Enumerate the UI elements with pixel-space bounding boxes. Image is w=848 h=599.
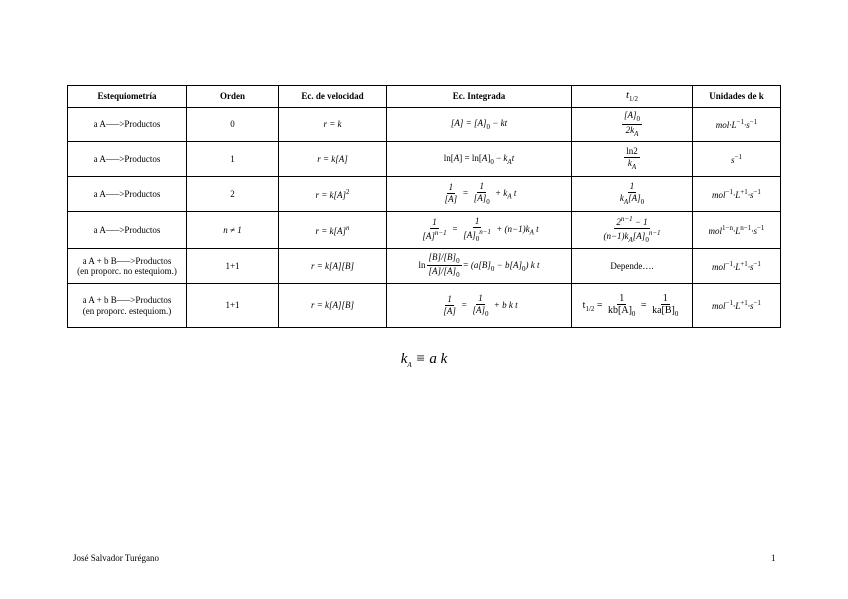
order-cell: n ≠ 1 xyxy=(187,212,279,249)
integrated-equation-cell: ln $\frac{[B]/[B]_0}{[A]/[A]_0}$ = $(a[B]_0 - b[A]_0)$ k t xyxy=(387,249,572,284)
table-row xyxy=(68,108,781,142)
stoichiometry-line: a A + b B—–>Productos xyxy=(82,255,172,266)
rate-equation-cell: $r = k[A]^2$ xyxy=(279,177,387,212)
table-row xyxy=(68,177,781,212)
kinetics-table xyxy=(67,85,781,328)
half-life-cell: $\frac{1}{k_A[A]_0}$ xyxy=(572,177,693,212)
units-cell: $mol^{-1}\cdot L^{+1}\cdot s^{-1}$ xyxy=(693,284,781,328)
table-row xyxy=(68,249,781,284)
rate-constant-relation: $k_A \equiv a$ k xyxy=(400,351,448,369)
integrated-equation-cell: $[A] = [A]_0$ − kt xyxy=(387,108,572,142)
half-life-cell: Depende…. xyxy=(572,249,693,284)
units-cell: $mol^{-1}\cdot L^{+1}\cdot s^{-1}$ xyxy=(693,177,781,212)
order-cell: 0 xyxy=(187,108,279,142)
half-life-cell: $\frac{\ln 2}{k_A}$ xyxy=(572,142,693,177)
header-rate-equation: Ec. de velocidad xyxy=(279,86,387,108)
rate-equation-cell: r = k[A][B] xyxy=(279,249,387,284)
header-integrated-equation: Ec. Integrada xyxy=(387,86,572,108)
order-cell: 1 xyxy=(187,142,279,177)
integrated-equation-cell: $\frac{1}{[A]}$ = $\frac{1}{[A]_0}$ + $k_A$ t xyxy=(387,177,572,212)
rate-equation-cell: r = k xyxy=(279,108,387,142)
units-cell: $mol^{-1}\cdot L^{+1}\cdot s^{-1}$ xyxy=(693,249,781,284)
half-life-cell: $\frac{[A]_0}{2k_A}$ xyxy=(572,108,693,142)
units-cell: $mol^{1-n}\cdot L^{n-1}\cdot s^{-1}$ xyxy=(693,212,781,249)
stoichiometry-cell xyxy=(68,284,187,328)
table-row xyxy=(68,212,781,249)
stoichiometry-note: (en proporc. no estequiom.) xyxy=(77,266,177,276)
stoichiometry-line: a A + b B—–>Productos xyxy=(82,295,172,306)
stoichiometry-cell xyxy=(68,249,187,284)
footer-author: José Salvador Turégano xyxy=(73,553,159,563)
header-order: Orden xyxy=(187,86,279,108)
table-row xyxy=(68,284,781,328)
stoichiometry-cell: a A—–>Productos xyxy=(68,108,187,142)
page-number: 1 xyxy=(771,553,776,563)
stoichiometry-note: (en proporc. estequiom.) xyxy=(82,305,172,316)
half-life-cell: $\frac{2^{n-1} - 1}{(n-1)k_A[A]_0^{n-1}}$ xyxy=(572,212,693,249)
rate-equation-cell: $r = k[A]^n$ xyxy=(279,212,387,249)
stoichiometry-cell: a A—–>Productos xyxy=(68,142,187,177)
half-life-cell: $t_{1/2}$ = $\frac{1}{kb[A]_0}$ = $\frac{1}{ka[B]_0}$ xyxy=(572,284,693,328)
header-half-life: $t_{1/2}$ xyxy=(572,86,693,108)
units-cell: $mol\cdot L^{-1}\cdot s^{-1}$ xyxy=(693,108,781,142)
stoichiometry-cell: a A—–>Productos xyxy=(68,177,187,212)
header-stoichiometry: Estequiometría xyxy=(68,86,187,108)
units-cell: $s^{-1}$ xyxy=(693,142,781,177)
stoichiometry-cell: a A—–>Productos xyxy=(68,212,187,249)
table-row xyxy=(68,142,781,177)
integrated-equation-cell: $\frac{1}{[A]}$ = $\frac{1}{[A]_0}$ + b k t xyxy=(387,284,572,328)
rate-equation-cell: r = k[A] xyxy=(279,142,387,177)
rate-equation-cell: r = k[A][B] xyxy=(279,284,387,328)
order-cell: 2 xyxy=(187,177,279,212)
integrated-equation-cell: $\ln[A] = \ln[A]_0 - k_At$ xyxy=(387,142,572,177)
integrated-equation-cell: $\frac{1}{[A]^{n-1}}$ = $\frac{1}{[A]_0^{n-1}}$ + $(n-1)k_A$ t xyxy=(387,212,572,249)
header-units-k: Unidades de k xyxy=(693,86,781,108)
order-cell: 1+1 xyxy=(187,284,279,328)
table-header-row xyxy=(68,86,781,108)
order-cell: 1+1 xyxy=(187,249,279,284)
